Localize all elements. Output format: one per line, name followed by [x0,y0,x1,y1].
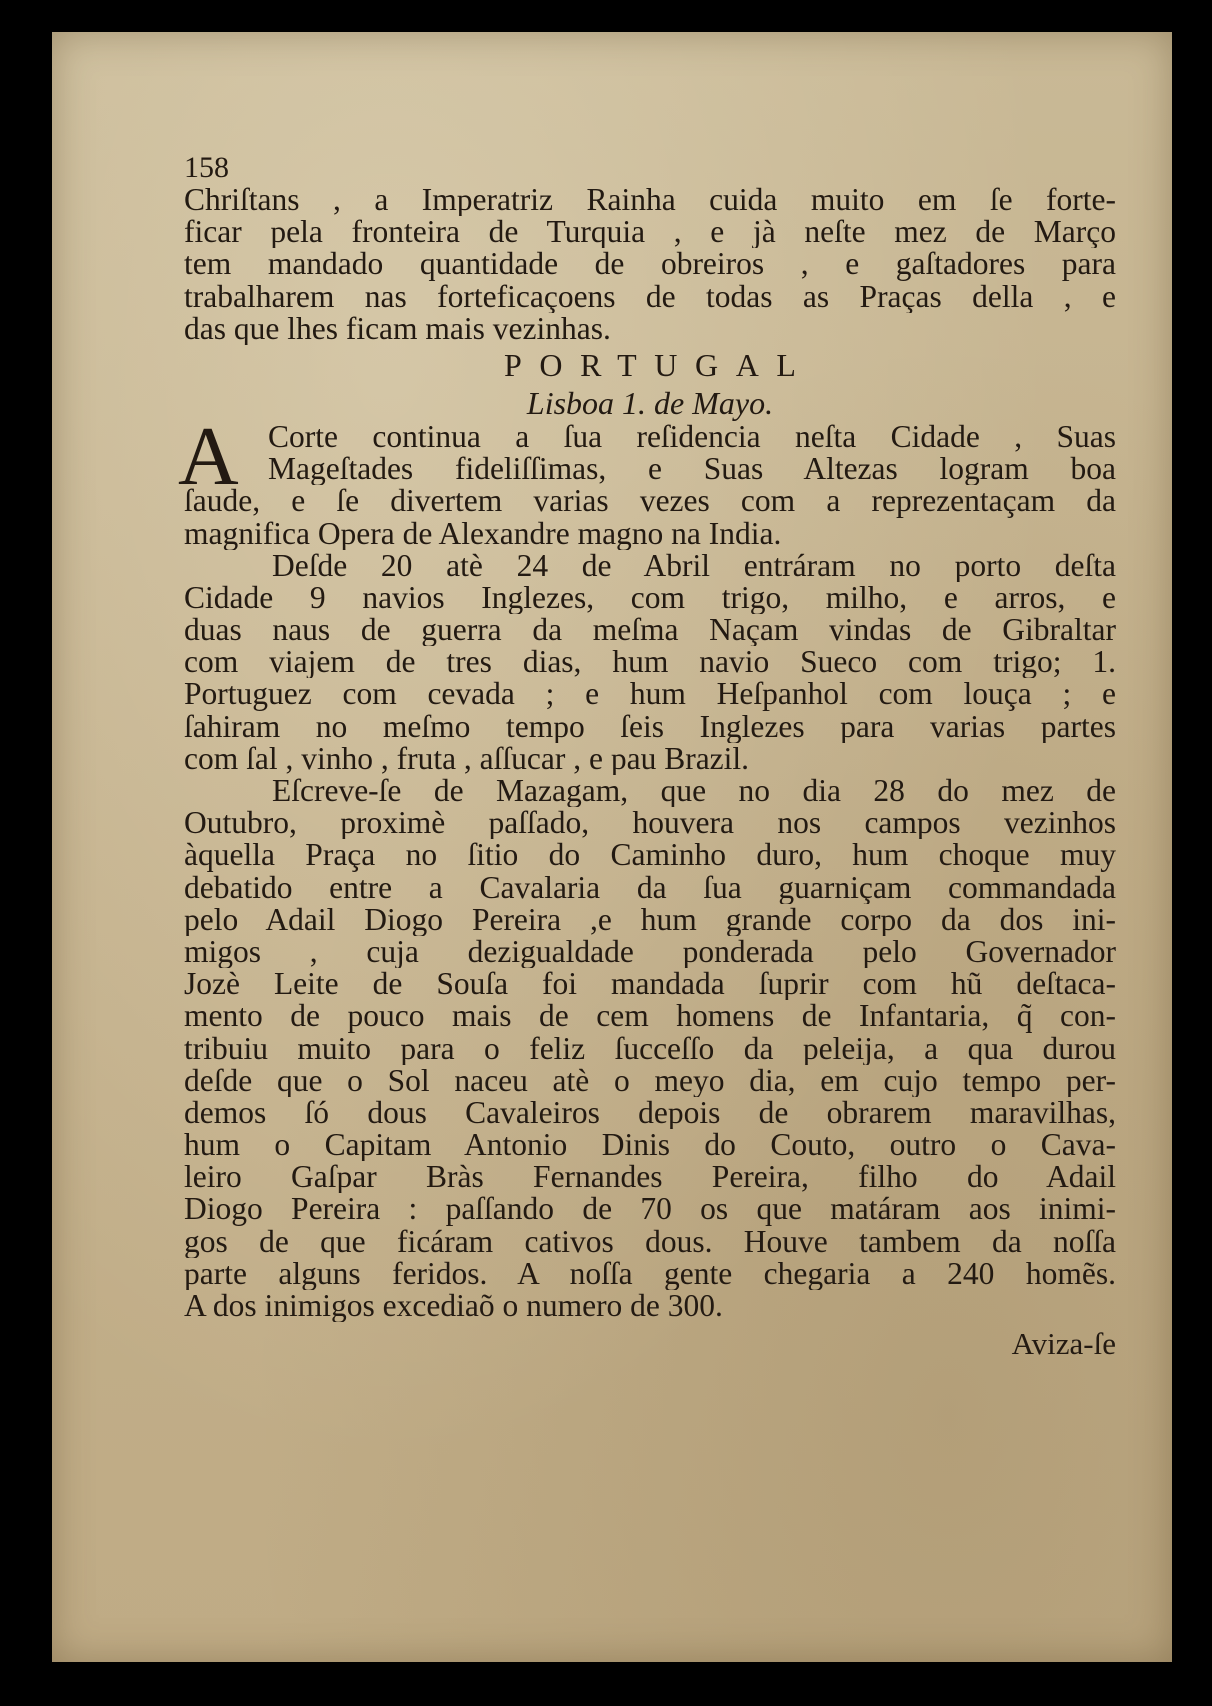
text-line: tribuiu muito para o feliz ſucceſſo da peleija, a qua durou [184,1032,1116,1065]
text-line: migos , cuja dezigualdade ponderada pelo Governador [184,935,1116,969]
text-line: ficar pela fronteira de Turquia , e jà neſte mez de Março [184,216,1116,249]
text-line: duas naus de guerra da meſma Naçam vindas de Gibraltar [184,614,1116,647]
text-line: parte alguns feridos. A noſſa gente chegaria a 240 homẽs. [184,1257,1116,1290]
text-line: debatido entre a Cavalaria da ſua guarniçam commandada [184,871,1116,904]
text-line: gos de que ficáram cativos dous. Houve tambem da noſſa [184,1225,1116,1258]
text-line: tem mandado quantidade de obreiros , e gaſtadores para [184,248,1116,281]
drop-cap: A [178,409,239,503]
section-heading: PORTUGAL [504,346,814,383]
text-line: mento de pouco mais de cem homens de Infantaria, q̃ con- [184,1000,1116,1033]
text-line: com viajem de tres dias, hum navio Sueco com trigo; 1. [184,646,1116,679]
paragraph-port [184,550,1116,775]
text-line: ſaude, e ſe divertem varias vezes com a reprezentaçam da [184,485,1116,518]
text-line: Portuguez com cevada ; e hum Heſpanhol com louça ; e [184,678,1116,711]
text-line: Deſde 20 atè 24 de Abril entráram no porto deſta [272,549,1116,582]
document-page [52,32,1172,1662]
paragraph-court [178,409,1116,550]
text-line: das que lhes ficam mais vezinhas. [184,312,611,345]
text-line: Chriſtans , a Imperatriz Rainha cuida muito em ſe forte- [184,184,1116,217]
text-line: Cidade 9 navios Inglezes, com trigo, milho, e arros, e [184,581,1116,615]
text-line: àquella Praça no ſitio do Caminho duro, hum choque muy [184,839,1116,872]
text-line: com ſal , vinho , fruta , aſſucar , e pau Brazil. [184,742,750,775]
text-line: trabalharem nas forteficaçoens de todas as Praças della , e [184,280,1116,313]
text-line: Jozè Leite de Souſa foi mandada ſuprir com hũ deſtaca- [184,968,1116,1001]
text-line: leiro Gaſpar Bràs Fernandes Pereira, filho do Adail [184,1161,1116,1194]
intro-paragraph [184,184,1116,345]
text-line: Outubro, proximè paſſado, houvera nos campos vezinhos [184,807,1116,840]
text-line: A dos inimigos excediaõ o numero de 300. [184,1290,723,1323]
text-line: deſde que o Sol naceu atè o meyo dia, em cujo tempo per- [184,1064,1116,1097]
dateline: Lisboa 1. de Mayo. [526,384,774,421]
text-block [178,151,1116,1362]
text-line: demos ſó dous Cavaleiros depois de obrarem maravilhas, [184,1096,1116,1130]
text-line: hum o Capitam Antonio Dinis do Couto, outro o Cava- [184,1129,1116,1162]
text-line: pelo Adail Diogo Pereira ,e hum grande corpo da dos ini- [184,903,1116,936]
text-line: Diogo Pereira : paſſando de 70 os que matáram aos inimi- [184,1193,1116,1226]
text-line: Mageſtades fideliſſimas, e Suas Altezas logram boa [268,453,1116,486]
paragraph-mazagam [184,775,1116,1322]
page-number: 158 [184,151,229,184]
text-line: ſahiram no meſmo tempo ſeis Inglezes para varias partes [184,710,1116,743]
catchword: Aviza-ſe [1011,1326,1116,1362]
text-line: Eſcreve-ſe de Mazagam, que no dia 28 do mez de [272,775,1116,808]
text-line: magnifica Opera de Alexandre magno na India. [184,517,782,550]
text-line: Corte continua a ſua reſidencia neſta Cidade , Suas [268,420,1116,454]
